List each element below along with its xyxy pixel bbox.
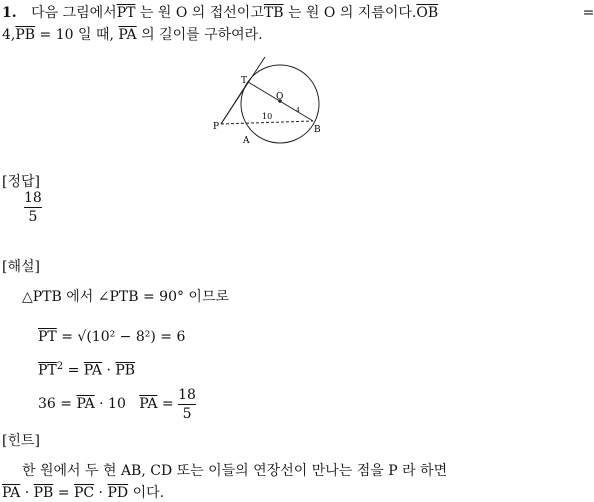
eq-text: · 10 — [94, 396, 140, 412]
secant-line — [221, 121, 313, 124]
label-a: A — [243, 136, 250, 146]
segment-pa: $\overline{PA}$ — [83, 362, 103, 379]
problem-text: 는 원 O 의 지름이다. — [283, 5, 417, 21]
label-b: B — [314, 125, 321, 135]
problem-text: 는 원 O 의 접선이고 — [135, 5, 264, 21]
problem-text: = — [578, 5, 594, 21]
exponent: 2 — [56, 361, 64, 372]
segment-pb: $\overline{PB}$ — [15, 27, 36, 43]
segment-pb: $\overline{PB}$ — [33, 485, 54, 501]
problem-text: = 10 일 때, — [35, 27, 114, 43]
hint-line-2 — [2, 484, 164, 502]
segment-pt: $\overline{PT}$ — [38, 329, 57, 345]
problem-text: 의 길이를 구하여라. — [136, 27, 263, 43]
label-p: P — [213, 122, 220, 132]
eq-sign: = — [157, 396, 179, 412]
problem-text: 4, — [2, 27, 16, 43]
eq-sign: = — [53, 485, 74, 501]
segment-pa: $\overline{PA}$ — [118, 27, 137, 43]
eq-text: = √(10² − 8²) = 6 — [61, 329, 186, 345]
fraction-numerator: 18 — [178, 386, 196, 403]
segment-pa: $\overline{PA}$ — [76, 396, 95, 412]
answer-denominator: 5 — [28, 209, 38, 225]
solution-eq-3 — [38, 386, 196, 422]
solution-header: [해설] — [2, 259, 40, 275]
dot: · — [20, 485, 34, 501]
segment-pt: $\overline{PT}$ — [38, 362, 57, 379]
dot: · — [94, 485, 108, 501]
problem-number: 1. — [2, 5, 17, 21]
label-t: T — [241, 76, 248, 86]
segment-pa: $\overline{PA}$ — [2, 485, 21, 501]
segment-pb: $\overline{PB}$ — [115, 362, 136, 379]
solution-line-1: △PTB 에서 ∠PTB = 90° 이므로 — [22, 289, 230, 305]
eq-sign: = — [63, 362, 84, 379]
circle-o — [241, 65, 319, 143]
problem-line-2 — [2, 26, 263, 44]
answer-header: [정답] — [2, 174, 40, 190]
solution-eq-1 — [38, 328, 185, 346]
answer-numerator: 18 — [24, 190, 42, 206]
hint-header: [힌트] — [2, 433, 40, 449]
segment-pa: $\overline{PA}$ — [139, 396, 158, 412]
eq-text: 36 = — [38, 396, 77, 412]
segment-pd: $\overline{PD}$ — [107, 485, 129, 501]
segment-pc: $\overline{PC}$ — [73, 485, 95, 501]
answer-fraction — [24, 190, 42, 225]
fraction-denominator: 5 — [182, 405, 192, 422]
problem-text: 다음 그림에서 — [31, 5, 117, 21]
label-o: O — [276, 92, 284, 102]
label-4: 4 — [296, 107, 300, 114]
hint-line-1: 한 원에서 두 현 AB, CD 또는 이들의 연장선이 만나는 점을 P 라 하면 — [22, 463, 448, 479]
solution-eq-2 — [38, 358, 135, 380]
segment-pt: $\overline{PT}$ — [116, 5, 136, 21]
hint-text: 이다. — [128, 485, 165, 501]
segment-ob: $\overline{OB}$ — [416, 5, 439, 21]
dot: · — [102, 362, 116, 379]
problem-line-1 — [2, 4, 594, 22]
segment-tb: $\overline{TB}$ — [263, 5, 284, 21]
geometry-figure — [205, 55, 330, 150]
label-10: 10 — [262, 112, 273, 121]
